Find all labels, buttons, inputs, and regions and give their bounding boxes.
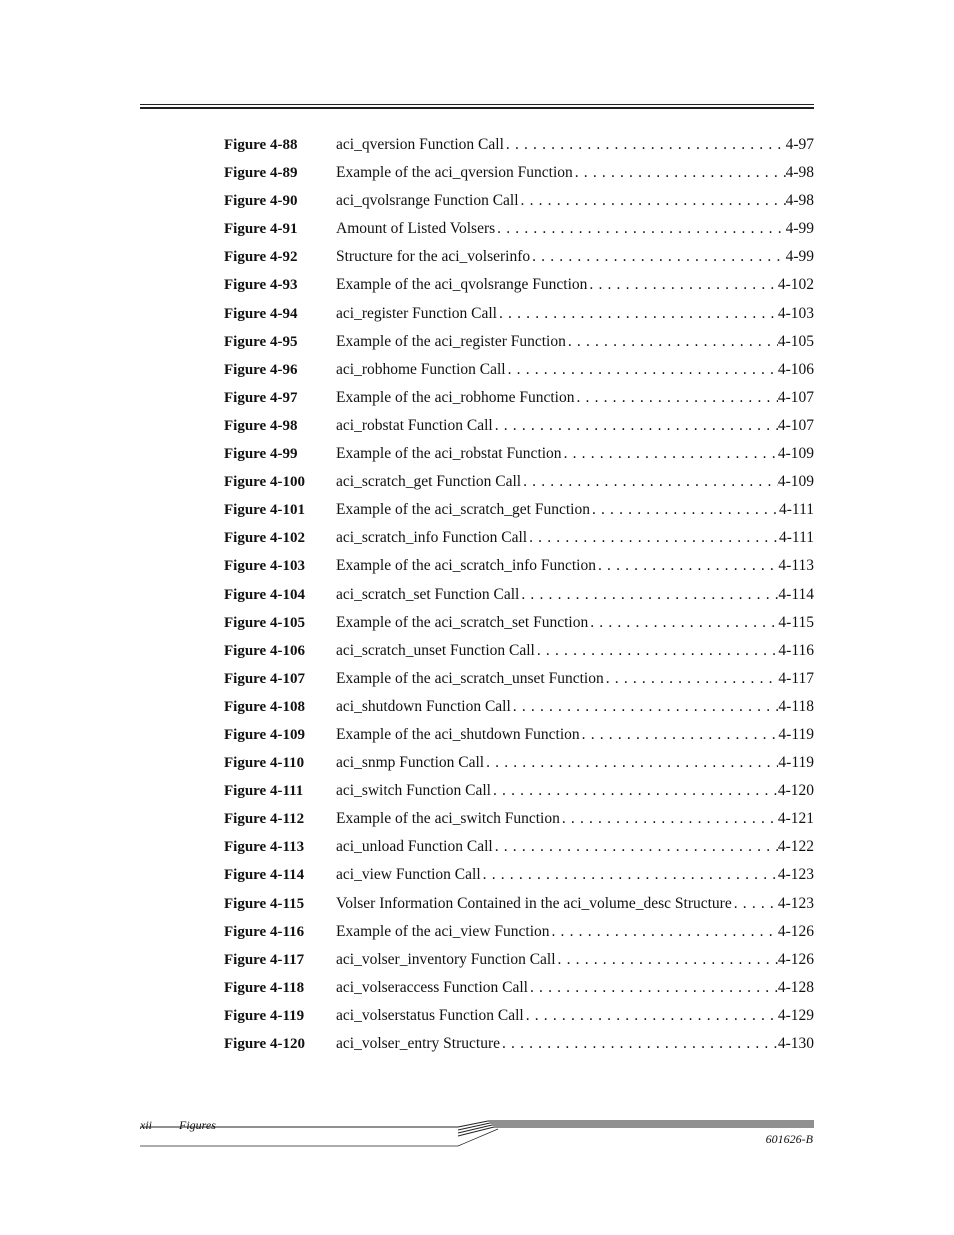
dot-leader [573,161,786,185]
page-reference: 4-130 [777,1035,814,1052]
figure-title: aci_shutdown Function Call [336,697,511,715]
page-reference: 4-106 [777,360,814,378]
dot-leader [495,217,785,241]
toc-entry[interactable] [224,498,814,526]
entry-line [336,470,814,494]
dot-leader [590,498,779,522]
figure-title: aci_volserstatus Function Call [336,1006,524,1024]
toc-entry[interactable] [224,526,814,554]
toc-entry[interactable] [224,723,814,751]
page-reference: 4-107 [777,388,814,406]
entry-line [336,189,814,213]
page-reference: 4-102 [777,276,814,294]
figure-title: Example of the aci_scratch_info Function [336,557,596,575]
entry-line [336,639,814,663]
entry-line [336,723,814,747]
figure-number: Figure 4-91 [224,221,298,238]
dot-leader [524,1004,778,1028]
dot-leader [604,667,779,691]
page-reference: 4-117 [778,669,814,687]
toc-entry[interactable] [224,358,814,386]
footer-section-title: Figures [179,1118,216,1132]
figure-number: Figure 4-118 [224,979,305,996]
dot-leader [493,835,778,859]
toc-entry[interactable] [224,807,814,835]
page-reference: 4-105 [777,332,814,350]
figure-title: Structure for the aci_volserinfo [336,248,531,266]
entry-line [336,583,814,607]
figure-title: aci_volser_inventory Function Call [336,950,556,968]
entry-line [336,611,814,635]
figure-number: Figure 4-88 [224,137,298,153]
entry-line [336,920,814,944]
page-reference: 4-119 [778,725,814,743]
figure-title: Volser Information Contained in the aci_volume_desc Structure [336,894,732,912]
figure-title: Example of the aci_switch Function [336,810,560,828]
toc-entry[interactable] [224,133,814,161]
dot-leader [562,442,778,466]
page-reference: 4-122 [777,838,814,856]
figure-number: Figure 4-109 [224,726,305,743]
toc-entry[interactable] [224,667,814,695]
page-reference: 4-121 [777,810,814,828]
entry-line [336,358,814,382]
figure-number: Figure 4-94 [224,305,298,322]
toc-entry[interactable] [224,330,814,358]
header-rule [140,107,814,109]
dot-leader [528,976,778,1000]
dot-leader [588,611,778,635]
figure-number: Figure 4-115 [224,895,305,912]
dot-leader [481,863,778,887]
figure-number: Figure 4-97 [224,389,298,406]
figure-title: aci_qvolsrange Function Call [336,192,519,210]
page-reference: 4-98 [785,192,814,210]
dot-leader [506,358,778,382]
figure-title: aci_register Function Call [336,304,497,322]
entry-line [336,161,814,185]
figure-number: Figure 4-120 [224,1036,305,1052]
figure-title: aci_switch Function Call [336,782,491,800]
figure-number: Figure 4-119 [224,1007,305,1024]
figure-title: aci_robstat Function Call [336,416,493,434]
toc-entry[interactable] [224,639,814,667]
dot-leader [535,639,779,663]
toc-entry[interactable] [224,386,814,414]
page-reference: 4-98 [785,164,814,182]
entry-line [336,863,814,887]
figure-title: aci_qversion Function Call [336,136,504,153]
dot-leader [527,526,779,550]
entry-line [336,835,814,859]
footer-page-number: xii [140,1118,152,1132]
toc-entry[interactable] [224,948,814,976]
toc-entry[interactable] [224,1004,814,1032]
figure-number: Figure 4-114 [224,867,305,884]
dot-leader [511,695,779,719]
figure-title: Example of the aci_scratch_set Function [336,613,589,631]
page-reference: 4-118 [778,697,814,715]
toc-entry[interactable] [224,302,814,330]
entry-line [336,245,814,269]
figure-number: Figure 4-92 [224,249,298,266]
page-reference: 4-116 [778,641,814,659]
dot-leader [596,554,778,578]
toc-entry[interactable] [224,1032,814,1060]
toc-entry[interactable] [224,273,814,301]
figure-number: Figure 4-117 [224,951,305,968]
figure-number: Figure 4-105 [224,614,305,631]
figure-title: Example of the aci_shutdown Function [336,725,580,743]
page-reference: 4-113 [778,557,814,575]
figure-title: Example of the aci_scratch_get Function [336,501,590,519]
dot-leader [491,779,778,803]
entry-line [336,386,814,410]
figure-title: Example of the aci_register Function [336,332,566,350]
page-reference: 4-99 [785,220,814,238]
dot-leader [556,948,778,972]
entry-line [336,273,814,297]
figure-title: Example of the aci_qversion Function [336,164,573,182]
footer-document-id: 601626-B [765,1132,813,1146]
figure-title: Example of the aci_view Function [336,922,550,940]
toc-entry[interactable] [224,611,814,639]
dot-leader [484,751,778,775]
toc-entry[interactable] [224,245,814,273]
figure-number: Figure 4-116 [224,923,305,940]
toc-entry[interactable] [224,217,814,245]
page-reference: 4-97 [785,136,814,153]
figure-title: aci_volser_entry Structure [336,1035,500,1052]
header-rule [140,104,814,105]
entry-line [336,807,814,831]
page-reference: 4-120 [777,782,814,800]
figure-title: aci_unload Function Call [336,838,493,856]
dot-leader [574,386,777,410]
toc-entry[interactable] [224,751,814,779]
dot-leader [519,583,778,607]
figure-number: Figure 4-90 [224,193,298,210]
toc-entry[interactable] [224,863,814,891]
page-reference: 4-119 [778,754,814,772]
page-reference: 4-115 [778,613,814,631]
figure-title: Example of the aci_qvolsrange Function [336,276,588,294]
figure-number: Figure 4-89 [224,165,298,182]
figure-number: Figure 4-108 [224,698,305,715]
figure-number: Figure 4-112 [224,811,305,828]
toc-entry[interactable] [224,189,814,217]
figure-number: Figure 4-99 [224,446,298,463]
figure-title: Example of the aci_robstat Function [336,445,562,463]
toc-entry[interactable] [224,161,814,189]
toc-entry[interactable] [224,835,814,863]
toc-entry[interactable] [224,976,814,1004]
page-reference: 4-126 [777,922,814,940]
figure-title: Example of the aci_robhome Function [336,388,575,406]
entry-line [336,948,814,972]
dot-leader [580,723,779,747]
figure-number: Figure 4-110 [224,755,305,772]
toc-entry[interactable] [224,470,814,498]
entry-line [336,414,814,438]
page-reference: 4-103 [777,304,814,322]
figure-title: aci_scratch_get Function Call [336,473,522,491]
page-reference: 4-109 [777,445,814,463]
page-reference: 4-99 [785,248,814,266]
footer-rule-art [140,1118,814,1148]
entry-line [336,892,814,916]
figure-number: Figure 4-104 [224,586,305,603]
page-reference: 4-123 [777,866,814,884]
figure-number: Figure 4-98 [224,417,298,434]
dot-leader [530,245,785,269]
entry-line [336,133,814,157]
figure-title: aci_volseraccess Function Call [336,978,528,996]
entry-line [336,1032,814,1056]
entry-line [336,526,814,550]
dot-leader [519,189,786,213]
dot-leader [560,807,778,831]
dot-leader [521,470,778,494]
entry-line [336,554,814,578]
entry-line [336,302,814,326]
figure-title: aci_robhome Function Call [336,360,506,378]
toc-entry[interactable] [224,920,814,948]
toc-entry[interactable] [224,414,814,442]
page-reference: 4-126 [777,950,814,968]
toc-entry[interactable] [224,554,814,582]
page-reference: 4-114 [778,585,814,603]
entry-line [336,695,814,719]
entry-line [336,779,814,803]
entry-line [336,976,814,1000]
entry-line [336,330,814,354]
toc-entry[interactable] [224,892,814,920]
figure-number: Figure 4-113 [224,839,305,856]
page-reference: 4-123 [777,894,814,912]
toc-entry[interactable] [224,779,814,807]
figure-title: aci_view Function Call [336,866,481,884]
entry-line [336,667,814,691]
figure-number: Figure 4-96 [224,361,298,378]
page-reference: 4-111 [778,501,814,519]
page-reference: 4-129 [777,1006,814,1024]
dot-leader [493,414,778,438]
entry-line [336,217,814,241]
entry-line [336,751,814,775]
figure-title: aci_scratch_set Function Call [336,585,520,603]
figure-number: Figure 4-93 [224,277,298,294]
dot-leader [504,133,786,157]
figure-title: aci_scratch_info Function Call [336,529,528,547]
page-reference: 4-128 [777,978,814,996]
figure-title: Example of the aci_scratch_unset Function [336,669,604,687]
figure-list [224,133,814,1060]
dot-leader [566,330,778,354]
figure-number: Figure 4-107 [224,670,305,687]
page-reference: 4-107 [777,416,814,434]
toc-entry[interactable] [224,695,814,723]
figure-number: Figure 4-103 [224,558,305,575]
dot-leader [587,273,777,297]
figure-number: Figure 4-106 [224,642,305,659]
entry-line [336,498,814,522]
figure-title: aci_scratch_unset Function Call [336,641,535,659]
page-reference: 4-109 [777,473,814,491]
figure-number: Figure 4-111 [224,783,304,800]
figure-title: Amount of Listed Volsers [336,220,496,238]
figure-number: Figure 4-101 [224,502,305,519]
figure-number: Figure 4-100 [224,474,305,491]
toc-entry[interactable] [224,442,814,470]
figure-title: aci_snmp Function Call [336,754,485,772]
figure-number: Figure 4-95 [224,333,298,350]
dot-leader [500,1032,778,1056]
toc-entry[interactable] [224,583,814,611]
dot-leader [550,920,778,944]
figure-number: Figure 4-102 [224,530,305,547]
page-reference: 4-111 [778,529,814,547]
dot-leader [732,892,778,916]
dot-leader [497,302,778,326]
entry-line [336,442,814,466]
entry-line [336,1004,814,1028]
